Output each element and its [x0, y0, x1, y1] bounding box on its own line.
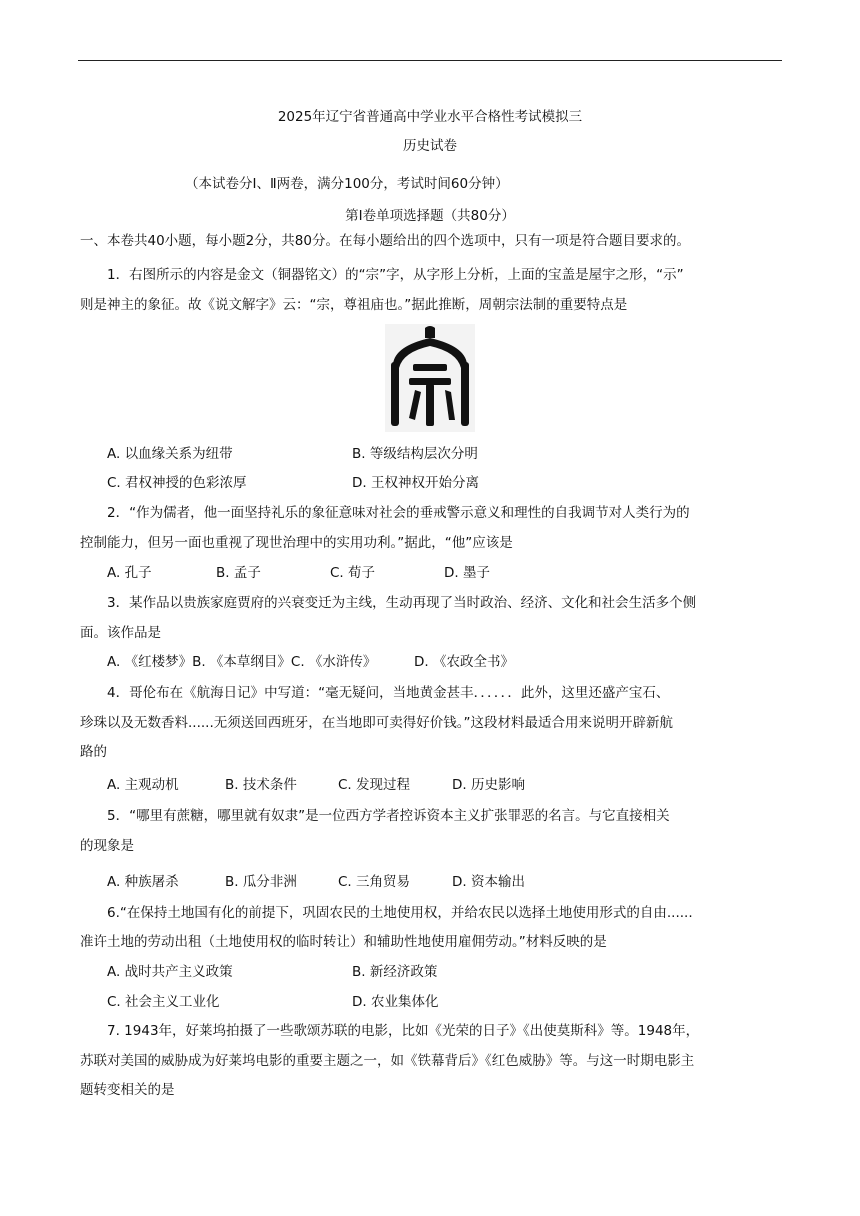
section-heading: 第Ⅰ卷单项选择题（共80分） [345, 208, 515, 224]
question-2-option-c: C. 荀子 [330, 565, 376, 581]
question-5-line-1: 5．“哪里有蔗糖，哪里就有奴隶”是一位西方学者控诉资本主义扩张罪恶的名言。与它直接相关 [107, 808, 670, 824]
question-6-option-c: C. 社会主义工业化 [107, 994, 220, 1010]
question-3-options-abc: A. 《红楼梦》B. 《本草纲目》C. 《水浒传》 [107, 654, 377, 670]
question-5-option-b: B. 瓜分非洲 [225, 874, 297, 890]
question-6-option-d: D. 农业集体化 [352, 994, 439, 1010]
question-1-option-b: B. 等级结构层次分明 [352, 446, 478, 462]
question-2-line-2: 控制能力，但另一面也重视了现世治理中的实用功利。”据此，“他”应该是 [80, 535, 513, 551]
question-7-line-1: 7. 1943年，好莱坞拍摄了一些歌颂苏联的电影，比如《光荣的日子》《出使莫斯科》等。1948年， [107, 1023, 700, 1039]
instruction: 一、本卷共40小题，每小题2分，共80分。在每小题给出的四个选项中，只有一项是符合题目要求的。 [80, 233, 690, 249]
question-4-option-a: A. 主观动机 [107, 777, 179, 793]
question-5-option-d: D. 资本输出 [452, 874, 525, 890]
exam-subtitle: 历史试卷 [403, 138, 457, 154]
question-5-option-a: A. 种族屠杀 [107, 874, 179, 890]
question-4-line-1: 4．哥伦布在《航海日记》中写道：“毫无疑问，当地黄金甚丰．．．．．．此外，这里还盛产宝石、 [107, 685, 670, 701]
question-3-option-d: D. 《农政全书》 [414, 654, 514, 670]
question-1-line-1: 1．右图所示的内容是金文（铜器铭文）的“宗”字，从字形上分析，上面的宝盖是屋宇之形，“示” [107, 267, 684, 283]
question-1-option-d: D. 王权神权开始分离 [352, 475, 479, 491]
question-5-option-c: C. 三角贸易 [338, 874, 411, 890]
question-6-option-a: A. 战时共产主义政策 [107, 964, 233, 980]
question-4-option-c: C. 发现过程 [338, 777, 411, 793]
question-2-option-a: A. 孔子 [107, 565, 152, 581]
question-6-option-b: B. 新经济政策 [352, 964, 438, 980]
question-6-line-1: 6.“在保持土地国有化的前提下，巩固农民的土地使用权，并给农民以选择土地使用形式的自由...... [107, 905, 693, 921]
question-7-line-2: 苏联对美国的威胁成为好莱坞电影的重要主题之一，如《铁幕背后》《红色威胁》等。与这一时期电影主 [80, 1053, 695, 1069]
question-2-option-b: B. 孟子 [216, 565, 261, 581]
question-5-line-2: 的现象是 [80, 838, 134, 854]
exam-note: （本试卷分Ⅰ、Ⅱ两卷，满分100分，考试时间60分钟） [185, 176, 509, 192]
question-4-line-2: 珍珠以及无数香料......无须送回西班牙，在当地即可卖得好价钱。”这段材料最适合用来说明开辟新航 [80, 715, 673, 731]
question-6-line-2: 准许土地的劳动出租（土地使用权的临时转让）和辅助性地使用雇佣劳动。”材料反映的是 [80, 934, 607, 950]
question-3-line-2: 面。该作品是 [80, 625, 161, 641]
question-2-line-1: 2．“作为儒者，他一面坚持礼乐的象征意味对社会的垂戒警示意义和理性的自我调节对人类行为的 [107, 505, 690, 521]
question-4-option-b: B. 技术条件 [225, 777, 297, 793]
exam-title: 2025年辽宁省普通高中学业水平合格性考试模拟三 [277, 109, 583, 125]
header-rule [78, 60, 782, 61]
question-1-line-2: 则是神主的象征。故《说文解字》云：“宗，尊祖庙也。”据此推断，周朝宗法制的重要特点是 [80, 297, 628, 313]
bronze-inscription-zong-character-image [385, 324, 475, 432]
question-1-option-a: A. 以血缘关系为纽带 [107, 446, 233, 462]
question-2-option-d: D. 墨子 [444, 565, 490, 581]
question-4-option-d: D. 历史影响 [452, 777, 525, 793]
question-7-line-3: 题转变相关的是 [80, 1082, 175, 1098]
question-4-line-3: 路的 [80, 744, 107, 760]
question-1-option-c: C. 君权神授的色彩浓厚 [107, 475, 247, 491]
question-3-line-1: 3．某作品以贵族家庭贾府的兴衰变迁为主线，生动再现了当时政治、经济、文化和社会生活多个侧 [107, 595, 697, 611]
